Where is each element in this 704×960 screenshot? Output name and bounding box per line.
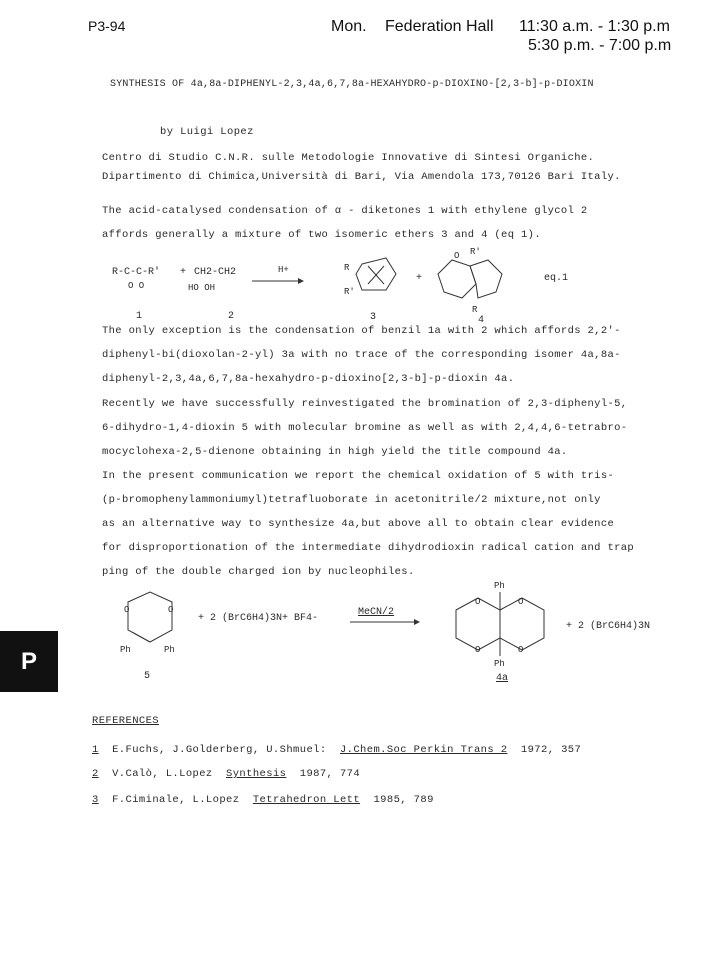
reaction-scheme-1 (100, 244, 600, 326)
para4-line-2: (p-bromophenylammoniumyl)tetrafluoborate in acetonitrile/2 mixture,not only (102, 494, 601, 506)
compound-5-structure (128, 592, 172, 642)
reference-1-authors: E.Fuchs, J.Golderberg, U.Shmuel: (112, 744, 327, 756)
para4-line-4: for disproportionation of the intermediate dihydrodioxin radical cation and trap (102, 542, 635, 554)
product-3-structure (356, 258, 396, 290)
reactant-glycol-hydroxyls: HO OH (188, 283, 216, 293)
catalyst-label: H+ (278, 265, 289, 275)
reference-2 (92, 768, 360, 780)
compound-5-ph-right: Ph (164, 645, 175, 655)
reference-1-year: 1972, 357 (520, 744, 582, 756)
para4-line-5: ping of the double charged ion by nucleophiles. (102, 566, 415, 578)
label-4a: 4a (496, 673, 509, 684)
reference-3-authors: F.Ciminale, L.Lopez (112, 794, 240, 806)
session-time-2: 5:30 p.m. - 7:00 p.m (528, 37, 672, 54)
reference-2-year: 1987, 774 (299, 768, 361, 780)
reactant-diketone-oxygens: O O (128, 281, 145, 291)
product-4a-o-1: O (475, 597, 481, 607)
para2-line-1: The only exception is the condensation of benzil 1a with 2 which affords 2,2'- (102, 325, 621, 337)
affiliation-line-2: Dipartimento di Chimica,Università di Bari, Via Amendola 173,70126 Bari Italy. (102, 171, 621, 183)
para1-line-1: The acid-catalysed condensation of α - diketones 1 with ethylene glycol 2 (102, 205, 588, 217)
solvent-label: MeCN/2 (358, 607, 395, 618)
reference-3-number: 3 (92, 794, 99, 806)
session-time-1: 11:30 a.m. - 1:30 p.m (519, 18, 670, 35)
reaction-scheme-2 (100, 580, 700, 690)
plus-sign-2: + (416, 273, 423, 284)
product-4a-ph-bottom: Ph (494, 659, 505, 669)
para3-line-1: Recently we have successfully reinvestigated the bromination of 2,3-diphenyl-5, (102, 398, 628, 410)
section-tab: P (0, 631, 58, 692)
paper-title: SYNTHESIS OF 4a,8a-DIPHENYL-2,3,4a,6,7,8a-HEXAHYDRO-p-DIOXINO-[2,3-b]-p-DIOXIN (110, 79, 594, 90)
para1-line-2: affords generally a mixture of two isomeric ethers 3 and 4 (eq 1). (102, 229, 541, 241)
oxidant-reagent: + 2 (BrC6H4)3N+ BF4- (198, 613, 319, 624)
product-4-structure (438, 260, 502, 298)
reference-3-year: 1985, 789 (373, 794, 434, 806)
reference-1-number: 1 (92, 744, 99, 756)
product-4-r-prime: R' (470, 247, 481, 257)
plus-sign: + (180, 267, 187, 278)
para3-line-3: mocyclohexa-2,5-dienone obtaining in high yield the title compound 4a. (102, 446, 568, 458)
references-heading: REFERENCES (92, 715, 160, 727)
product-4a-o-2: O (518, 597, 524, 607)
label-4: 4 (478, 315, 485, 326)
product-4a-o-3: O (475, 645, 481, 655)
reaction-arrowhead-2 (414, 619, 420, 625)
reference-2-journal: Synthesis (226, 768, 287, 780)
product-4-o-top: O (454, 251, 460, 261)
reactant-diketone: R-C-C-R' (112, 267, 161, 278)
session-day: Mon. (331, 18, 367, 35)
reference-1-journal: J.Chem.Soc Perkin Trans 2 (339, 744, 508, 756)
poster-code: P3-94 (88, 18, 126, 34)
label-2: 2 (228, 311, 235, 322)
compound-5-o-right: O (168, 605, 174, 615)
reference-1 (92, 744, 581, 756)
byproduct-amine: + 2 (BrC6H4)3N (566, 621, 651, 632)
reactant-glycol: CH2-CH2 (194, 267, 237, 278)
affiliation-line-1: Centro di Studio C.N.R. sulle Metodologie Innovative di Sintesi Organiche. (102, 152, 595, 164)
para3-line-2: 6-dihydro-1,4-dioxin 5 with molecular bromine as well as with 2,4,4,6-tetrabro- (102, 422, 628, 434)
reference-2-number: 2 (92, 768, 99, 780)
reference-2-authors: V.Calò, L.Lopez (112, 768, 213, 780)
product-4a-ph-top: Ph (494, 581, 505, 591)
para2-line-2: diphenyl-bi(dioxolan-2-yl) 3a with no trace of the corresponding isomer 4a,8a- (102, 349, 621, 361)
reaction-arrowhead-1 (298, 278, 304, 284)
product-4a-structure (456, 592, 544, 656)
para4-line-1: In the present communication we report the chemical oxidation of 5 with tris- (102, 470, 615, 482)
product-3-r-prime: R' (344, 287, 355, 297)
equation-label: eq.1 (544, 273, 569, 284)
reference-3 (92, 794, 434, 806)
reference-3-journal: Tetrahedron Lett (252, 794, 361, 806)
para4-line-3: as an alternative way to synthesize 4a,but above all to obtain clear evidence (102, 518, 615, 530)
session-venue: Federation Hall (385, 18, 494, 35)
label-5: 5 (144, 671, 151, 682)
label-3: 3 (370, 312, 377, 323)
author: by Luigi Lopez (160, 126, 254, 138)
para2-line-3: diphenyl-2,3,4a,6,7,8a-hexahydro-p-dioxino[2,3-b]-p-dioxin 4a. (102, 373, 515, 385)
product-4a-o-4: O (518, 645, 524, 655)
product-3-r: R (344, 263, 350, 273)
product-4-r: R (472, 305, 478, 315)
label-1: 1 (136, 311, 143, 322)
compound-5-ph-left: Ph (120, 645, 131, 655)
compound-5-o-left: O (124, 605, 130, 615)
